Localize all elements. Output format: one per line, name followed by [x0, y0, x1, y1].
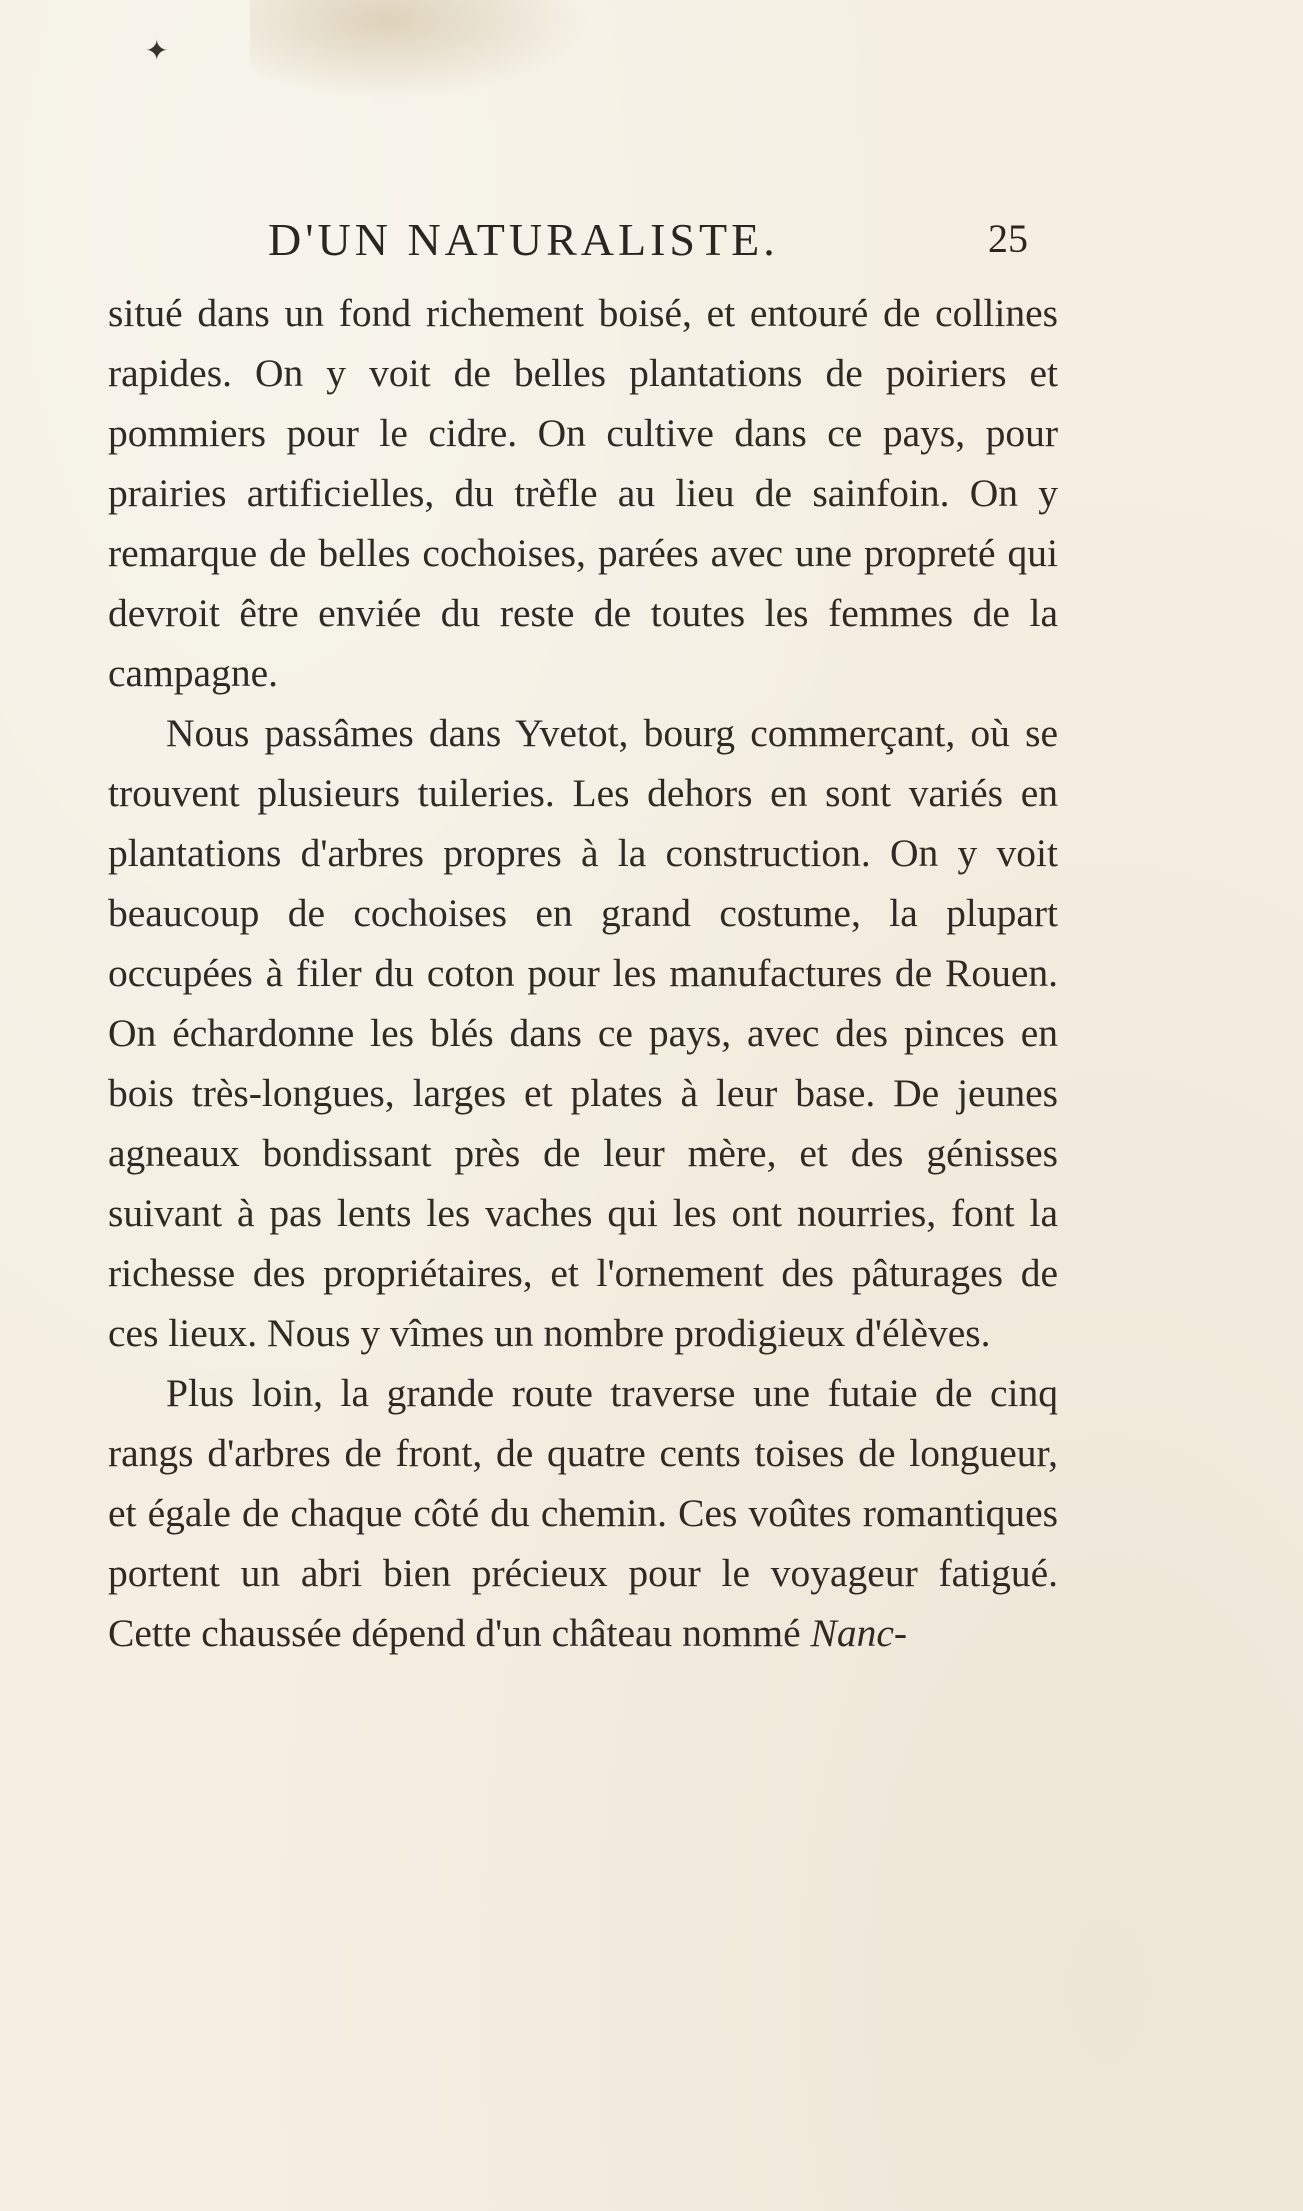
italic-word: Nanc- — [810, 1611, 908, 1655]
paragraph-text: situé dans un fond richement boisé, et entouré de collines rapides. On y voit de belles plantations de poiriers et pommiers pour le cidre. On cultive dans ce pays, pour prairies artificielles, du trèfle au lieu de sainfoin. On y remarque de belles cochoises, parées avec une propreté qui devroit être enviée du reste de toutes les femmes de la campagne. — [108, 291, 1058, 695]
paragraph-3 — [108, 1363, 1058, 1663]
page-title: D'UN NATURALISTE. — [268, 214, 779, 265]
paragraph-text: Nous passâmes dans Yvetot, bourg commerçant, où se trouvent plusieurs tuileries. Les dehors en sont variés en plantations d'arbres propres à la construction. On y voit beaucoup de cochoises en grand costume, la plupart occupées à filer du coton pour les manufactures de Rouen. On échardonne les blés dans ce pays, avec des pinces en bois très-longues, larges et plates à leur base. De jeunes agneaux bondissant près de leur mère, et des génisses suivant à pas lents les vaches qui les ont nourries, font la richesse des propriétaires, et l'ornement des pâturages de ces lieux. Nous y vîmes un nombre prodigieux d'élèves. — [108, 711, 1058, 1355]
paragraph-1 — [108, 283, 1058, 703]
ink-mark-icon: ✦ — [145, 36, 169, 67]
paper-stain — [250, 0, 590, 100]
body-text — [108, 283, 1058, 1663]
page-number: 25 — [988, 216, 1028, 261]
paragraph-text: Plus loin, la grande route traverse une futaie de cinq rangs d'arbres de front, de quatre cents toises de longueur, et égale de chaque côté du chemin. Ces voûtes romantiques portent un abri bien précieux pour le voyageur fatigué. Cette chaussée dépend d'un château nommé — [108, 1371, 1058, 1655]
running-head — [108, 213, 1058, 273]
paragraph-2 — [108, 703, 1058, 1363]
